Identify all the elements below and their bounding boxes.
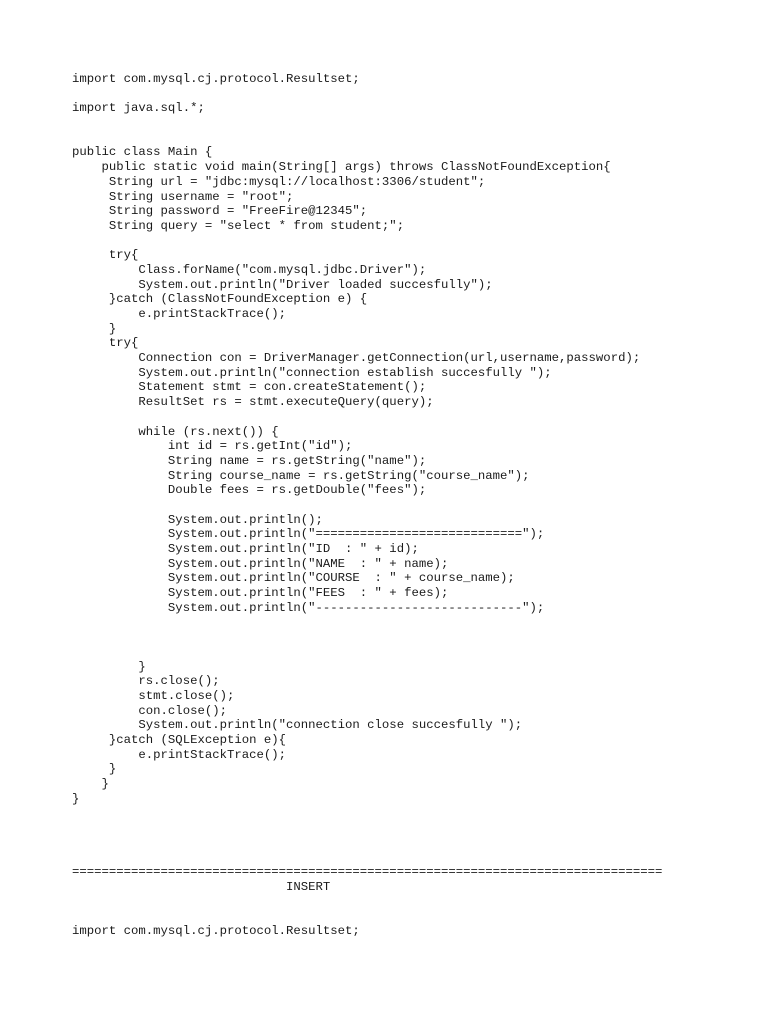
code-line: rs.close(); bbox=[72, 674, 220, 689]
code-line: e.printStackTrace(); bbox=[72, 747, 287, 762]
code-line: } bbox=[72, 777, 109, 791]
code-line bbox=[72, 806, 732, 821]
code-line: System.out.println("connection close succesfully "); bbox=[72, 718, 523, 733]
code-line: String url = "jdbc:mysql://localhost:3306/student"; bbox=[72, 174, 486, 189]
code-line: System.out.println("NAME : " + name); bbox=[72, 556, 449, 571]
code-line: } bbox=[72, 659, 146, 674]
code-line: try{ bbox=[72, 248, 139, 263]
code-line bbox=[72, 410, 732, 425]
code-line: } bbox=[72, 321, 117, 336]
code-line: import com.mysql.cj.protocol.Resultset; bbox=[72, 72, 360, 86]
code-line: System.out.println("connection establish succesfully "); bbox=[72, 365, 552, 380]
code-line: System.out.println("FEES : " + fees); bbox=[72, 586, 449, 601]
code-line bbox=[72, 836, 732, 851]
code-line: Statement stmt = con.createStatement(); bbox=[72, 380, 427, 395]
section-divider: ================================================================================ bbox=[72, 865, 663, 880]
code-line: Connection con = DriverManager.getConnection(url,username,password); bbox=[72, 351, 641, 366]
code-line: e.printStackTrace(); bbox=[72, 307, 287, 321]
code-line: String query = "select * from student;"; bbox=[72, 218, 405, 233]
code-line bbox=[72, 131, 732, 146]
code-line: System.out.println("----------------------------"); bbox=[72, 600, 545, 615]
code-line: }catch (SQLException e){ bbox=[72, 732, 287, 747]
code-line: stmt.close(); bbox=[72, 688, 235, 703]
code-line bbox=[72, 630, 732, 645]
code-line bbox=[72, 909, 732, 924]
code-line: int id = rs.getInt("id"); bbox=[72, 439, 353, 454]
code-line: import com.mysql.cj.protocol.Resultset; bbox=[72, 923, 360, 938]
code-line: System.out.println(); bbox=[72, 512, 323, 527]
code-line: } bbox=[72, 791, 80, 806]
code-line: System.out.println("Driver loaded succesfully"); bbox=[72, 277, 493, 292]
code-line: System.out.println("============================"); bbox=[72, 527, 545, 542]
code-line: } bbox=[72, 762, 117, 777]
code-line: while (rs.next()) { bbox=[72, 424, 279, 439]
code-line bbox=[72, 850, 732, 865]
code-line: String username = "root"; bbox=[72, 189, 294, 204]
code-line bbox=[72, 645, 732, 660]
code-line: System.out.println("COURSE : " + course_name); bbox=[72, 571, 515, 586]
code-line bbox=[72, 498, 732, 513]
code-line bbox=[72, 234, 732, 249]
code-line bbox=[72, 116, 732, 131]
section-heading: INSERT bbox=[72, 879, 331, 894]
code-line: public class Main { bbox=[72, 145, 213, 160]
code-line: Class.forName("com.mysql.jdbc.Driver"); bbox=[72, 262, 427, 277]
code-line: }catch (ClassNotFoundException e) { bbox=[72, 292, 368, 307]
code-line: ResultSet rs = stmt.executeQuery(query); bbox=[72, 395, 434, 410]
code-line: String name = rs.getString("name"); bbox=[72, 453, 427, 468]
code-line bbox=[72, 895, 732, 910]
code-line: con.close(); bbox=[72, 703, 227, 718]
code-line: public static void main(String[] args) throws ClassNotFoundException{ bbox=[72, 160, 611, 175]
document-page bbox=[72, 72, 732, 939]
code-line: String password = "FreeFire@12345"; bbox=[72, 204, 368, 219]
code-line bbox=[72, 87, 732, 102]
code-line bbox=[72, 615, 732, 630]
code-line: Double fees = rs.getDouble("fees"); bbox=[72, 483, 427, 498]
code-line: try{ bbox=[72, 336, 139, 351]
code-line: String course_name = rs.getString("course_name"); bbox=[72, 468, 530, 483]
code-line bbox=[72, 821, 732, 836]
code-line: System.out.println("ID : " + id); bbox=[72, 542, 419, 556]
code-line: import java.sql.*; bbox=[72, 101, 205, 116]
